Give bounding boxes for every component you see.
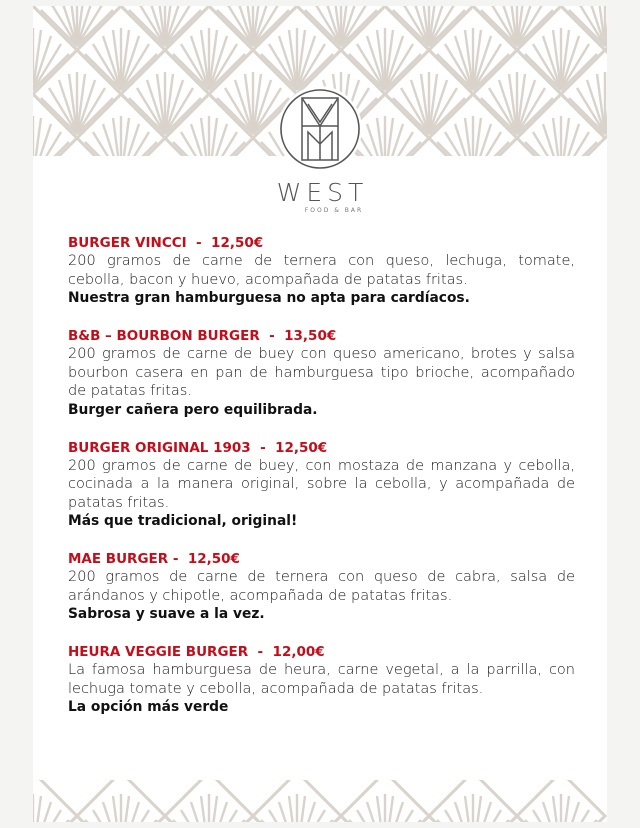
menu-item-burger-vincci — [68, 234, 575, 308]
west-monogram-icon — [278, 86, 362, 172]
item-description: 200 gramos de carne de buey, con mostaza de manzana y cebolla, cocinada a la manera original, sobre la cebolla, y acompañada de patatas fritas. — [68, 457, 575, 511]
item-title: HEURA VEGGIE BURGER - 12,00€ — [68, 644, 325, 660]
brand-name: WEST — [276, 178, 369, 207]
item-tagline: Más que tradicional, original! — [68, 513, 298, 529]
menu-item-bourbon-burger — [68, 327, 575, 420]
item-title: BURGER ORIGINAL 1903 - 12,50€ — [68, 439, 328, 456]
item-title: BURGER VINCCI - 12,50€ — [68, 235, 264, 251]
item-title: MAE BURGER - 12,50€ — [68, 551, 240, 567]
brand-subtitle: FOOD & BAR — [304, 207, 364, 214]
brand-logo — [33, 86, 607, 214]
item-tagline: Burger cañera pero equilibrada. — [68, 401, 318, 418]
item-description: 200 gramos de carne de buey con queso americano, brotes y salsa bourbon casera en pan de hamburguesa tipo brioche, acompañado de patatas fritas. — [68, 346, 575, 399]
item-title: B&B – BOURBON BURGER - 13,50€ — [68, 328, 337, 344]
menu-item-heura-veggie-burger — [68, 643, 575, 717]
menu-page — [33, 6, 607, 822]
art-deco-pattern-bottom — [33, 772, 607, 822]
item-tagline: Sabrosa y suave a la vez. — [68, 606, 265, 622]
item-description: 200 gramos de carne de ternera con queso de cabra, salsa de arándanos y chipotle, acompañada de patatas fritas. — [68, 569, 575, 604]
item-description: 200 gramos de carne de ternera con queso, lechuga, tomate, cebolla, bacon y huevo, acompañada de patatas fritas. — [68, 253, 575, 288]
item-tagline: La opción más verde — [68, 699, 229, 715]
item-tagline: Nuestra gran hamburguesa no apta para cardíacos. — [68, 290, 470, 306]
burger-menu-list — [68, 234, 575, 736]
menu-item-burger-original-1903 — [68, 439, 575, 532]
item-description: La famosa hamburguesa de heura, carne vegetal, a la parrilla, con lechuga tomate y cebolla, acompañada de patatas fritas. — [68, 662, 575, 697]
menu-item-mae-burger — [68, 550, 575, 624]
